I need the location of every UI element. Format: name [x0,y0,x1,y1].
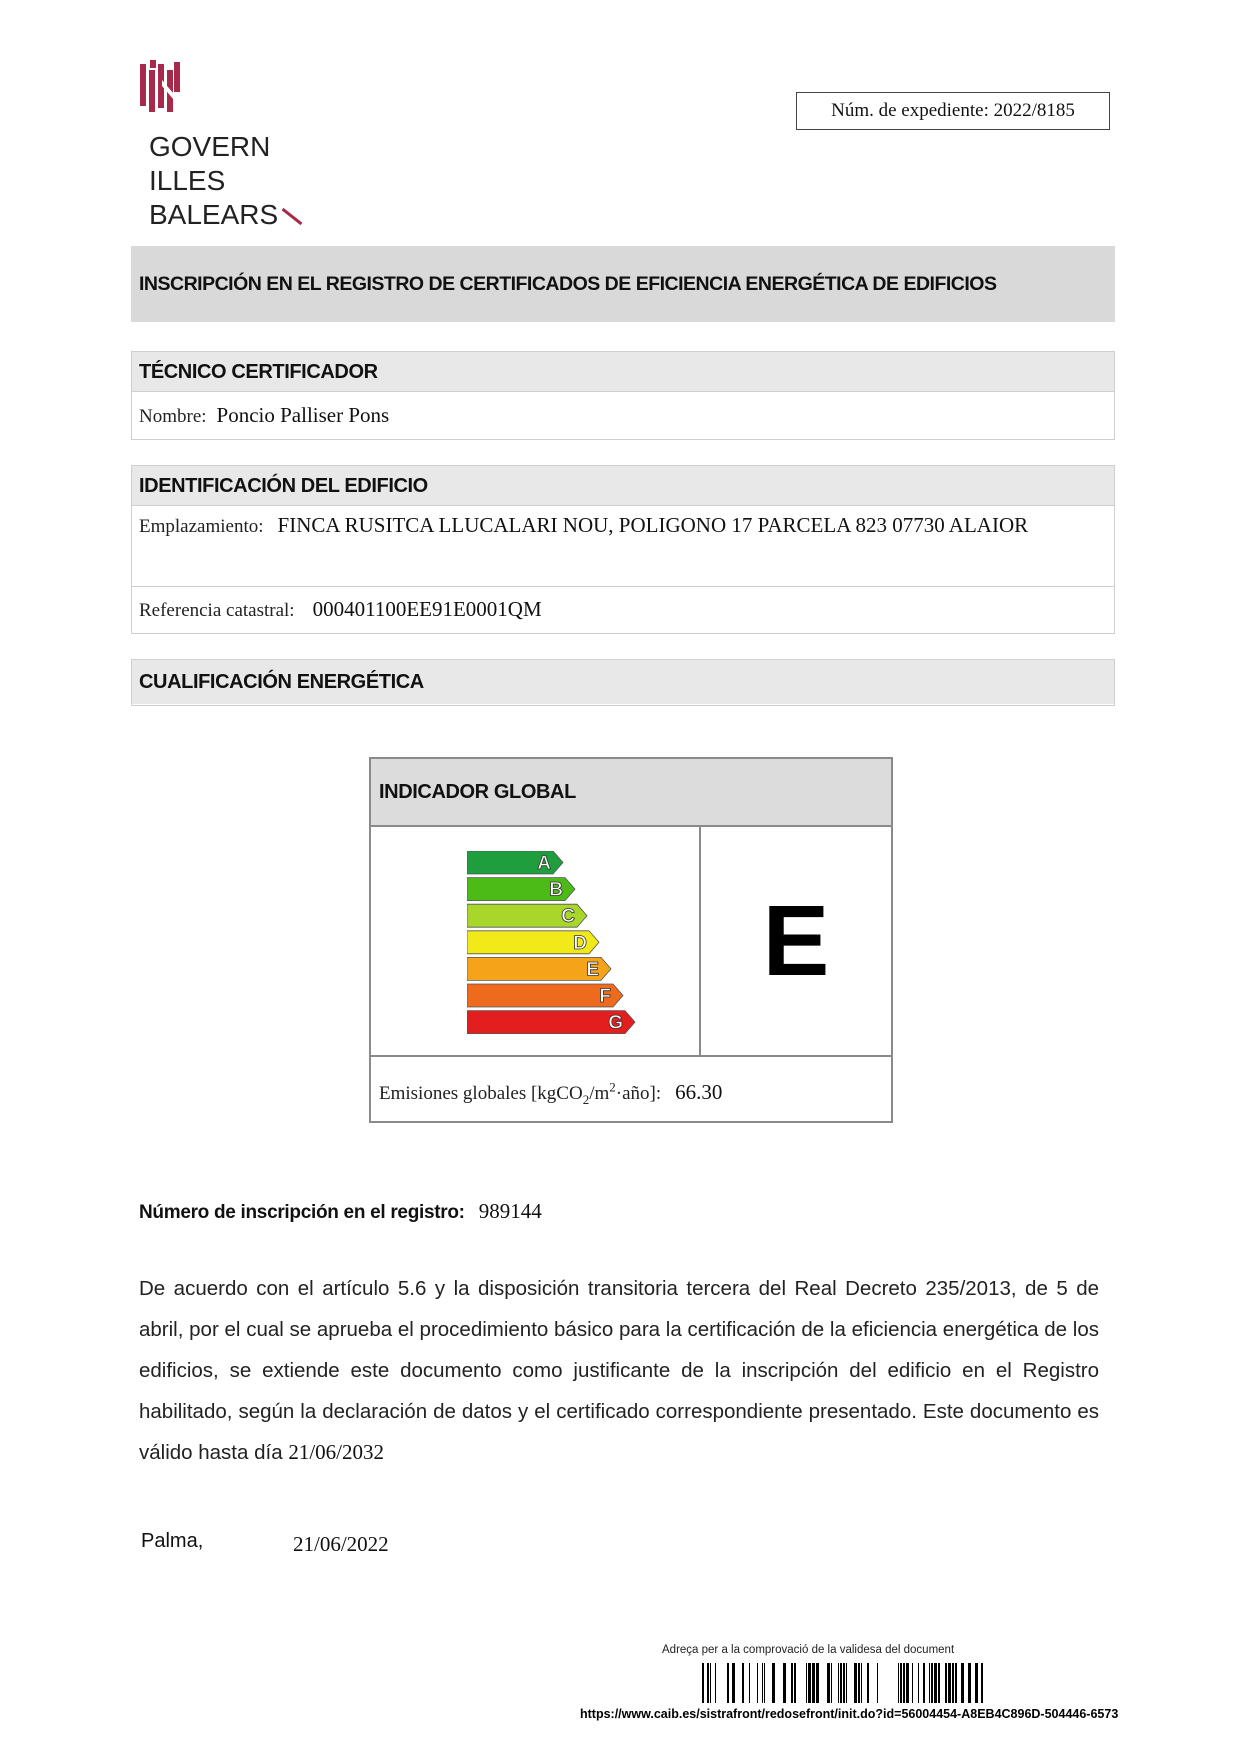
document-title: INSCRIPCIÓN EN EL REGISTRO DE CERTIFICADOS DE EFICIENCIA ENERGÉTICA DE EDIFICIOS [131,246,1115,322]
barcode-bar [727,1663,729,1703]
energy-band-f [467,984,623,1007]
signature-date: 21/06/2022 [293,1532,389,1556]
logo-slash-icon [282,208,303,225]
barcode-bar [772,1663,775,1703]
barcode-bar [742,1663,744,1703]
emisiones-label-sub: 2 [582,1092,590,1108]
barcode-bar [702,1663,704,1703]
barcode-bar [846,1663,847,1703]
barcode-bar [816,1663,819,1703]
logo-line-2: ILLES [149,165,226,196]
emplazamiento-label: Emplazamiento: [139,516,264,537]
barcode-bar [938,1663,940,1703]
barcode-bar [906,1663,909,1703]
energy-band-letter: F [599,986,611,1007]
cualificacion-heading: CUALIFICACIÓN ENERGÉTICA [132,660,1114,704]
registro-row [139,1199,542,1224]
catastral-value: 000401100EE91E0001QM [312,597,542,621]
energy-band-c [467,904,587,927]
barcode-bar [827,1663,830,1703]
barcode-bar [794,1663,796,1703]
barcode-bar [867,1663,869,1703]
energy-band-letter: G [608,1012,623,1034]
barcode-bar [877,1663,878,1703]
edificio-section [131,465,1115,634]
emisiones-row [379,1057,722,1119]
barcode-bar [861,1663,862,1703]
energy-band-letter: E [586,959,599,981]
barcode-bar [912,1663,913,1703]
barcode-bar [715,1663,716,1703]
energy-band-letter: A [537,853,551,874]
logo-line-3-text: BALEARS [149,199,279,230]
tecnico-section [131,351,1115,440]
barcode-bar [934,1663,937,1703]
legal-paragraph [139,1268,1099,1473]
registro-label: Número de inscripción en el registro: [139,1202,465,1223]
logo-line-1: GOVERN [149,131,271,162]
energy-scale [467,851,657,1041]
indicador-global-box [369,757,893,1123]
cualificacion-section [131,659,1115,706]
barcode-bar [806,1663,807,1703]
emisiones-label-sup: 2 [609,1080,616,1095]
tecnico-heading: TÉCNICO CERTIFICADOR [132,352,1114,392]
barcode-bar [903,1663,905,1703]
nombre-row [132,392,1114,438]
signature-place: Palma, [141,1530,204,1552]
emplazamiento-value: FINCA RUSITCA LLUCALARI NOU, POLIGONO 17 PARCELA 823 07730 ALAIOR [277,513,1029,537]
energy-band-b [467,878,575,901]
signature-row [141,1530,389,1556]
energy-band-a [467,851,563,874]
barcode-bar [764,1663,765,1703]
govern-logo-icon [140,60,180,114]
expediente-label: Núm. de expediente: [831,100,989,121]
govern-logo-text [149,130,304,232]
registro-value: 989144 [478,1199,542,1223]
barcode-image [702,1663,987,1703]
nombre-label: Nombre: [139,406,207,427]
verify-url[interactable]: https://www.caib.es/sistrafront/redosefront/init.do?id=56004454-A8EB4C896D-504446-6573 [580,1707,1119,1721]
barcode-bar [757,1663,758,1703]
barcode-bar [710,1663,711,1703]
barcode-bar [948,1663,951,1703]
barcode-bar [812,1663,815,1703]
valid-until-date: 21/06/2032 [288,1440,384,1464]
barcode-bar [900,1663,902,1703]
barcode-bar [840,1663,842,1703]
barcode-bar [955,1663,957,1703]
barcode-bar [783,1663,786,1703]
emisiones-value: 66.30 [675,1080,723,1105]
barcode-bar [791,1663,793,1703]
energy-band-letter: D [573,932,587,954]
barcode-bar [854,1663,857,1703]
barcode-bar [808,1663,811,1703]
energy-grade: E [762,885,830,997]
indicador-heading: INDICADOR GLOBAL [371,759,891,827]
barcode-bar [952,1663,954,1703]
barcode-bar [838,1663,839,1703]
barcode-bar [898,1663,899,1703]
barcode-bar [961,1663,964,1703]
emisiones-label-mid: /m [589,1083,610,1105]
barcode-bar [732,1663,735,1703]
expediente-box [796,92,1110,130]
energy-band-letter: B [549,879,563,901]
barcode-bar [929,1663,930,1703]
energy-band-d [467,931,599,954]
barcode-bar [981,1663,983,1703]
barcode-bar [945,1663,947,1703]
emisiones-label-post: ·año]: [615,1083,662,1105]
catastral-label: Referencia catastral: [139,600,295,621]
expediente-value: 2022/8185 [993,100,1075,121]
barcode-bar [923,1663,925,1703]
barcode-bar [707,1663,709,1703]
barcode-bar [749,1663,750,1703]
barcode-bar [762,1663,763,1703]
logo-line-3 [149,198,304,232]
emisiones-label-pre: Emisiones globales [kgCO [379,1083,583,1105]
catastral-row [132,587,1114,631]
barcode-bar [918,1663,919,1703]
barcode-bar [843,1663,845,1703]
legal-paragraph-text: De acuerdo con el artículo 5.6 y la disposición transitoria tercera del Real Decreto 235/2013, de 5 de abril, por el cual se aprueba el procedimiento básico para la certificación de la eficiencia energética de los edificios, se extiende este documento como justificante de la inscripción del edificio en el Registro habilitado, según la declaración de datos y el certificado correspondiente presentado. Este documento es válido hasta día [139,1277,1099,1464]
energy-band-g [467,1011,635,1034]
verify-text: Adreça per a la comprovació de la validesa del document [662,1644,955,1656]
nombre-value: Poncio Palliser Pons [216,403,390,427]
energy-band-letter: C [561,906,575,928]
energy-band-e [467,957,611,980]
barcode-bar [975,1663,978,1703]
barcode-bar [968,1663,971,1703]
barcode-bar [831,1663,832,1703]
edificio-heading: IDENTIFICACIÓN DEL EDIFICIO [132,466,1114,506]
emisiones-label [379,1080,662,1108]
barcode-bar [931,1663,933,1703]
emplazamiento-row [132,506,1114,587]
barcode-bar [858,1663,860,1703]
